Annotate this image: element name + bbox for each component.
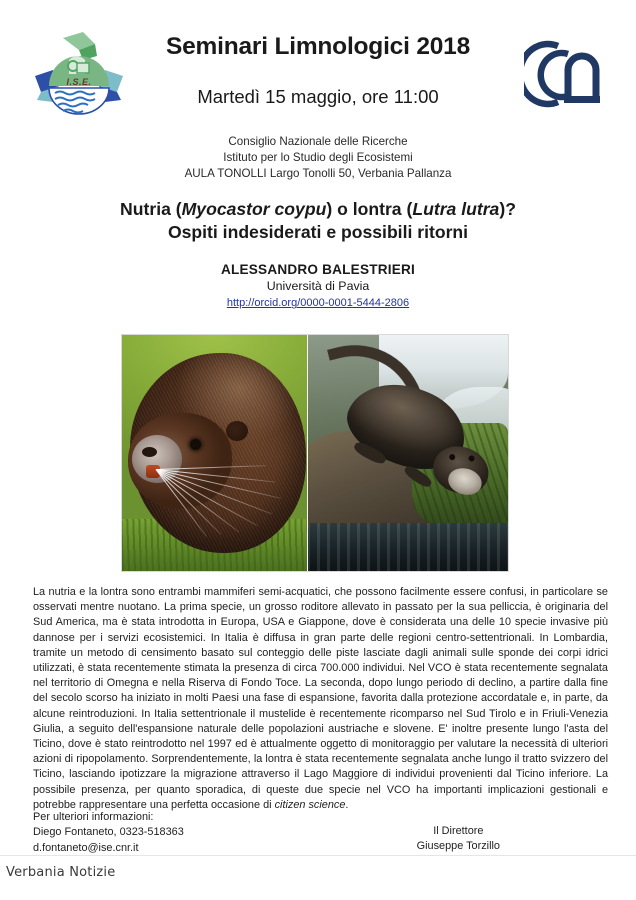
contact-name-phone: Diego Fontaneto, 0323-518363 <box>33 826 184 839</box>
ise-logo-label: I.S.E. <box>66 77 92 87</box>
seminar-date: Martedì 15 maggio, ore 11:00 <box>197 85 439 107</box>
cnr-logo <box>524 36 608 112</box>
director-name: Giuseppe Torzillo <box>416 840 500 853</box>
venue-line-institute: Istituto per lo Studio degli Ecosistemi <box>223 150 413 164</box>
talk-subtitle: Ospiti indesiderati e possibili ritorni <box>167 222 469 243</box>
abstract-body: La nutria e la lontra sono entrambi mammiferi semi-acquatici, che possono facilmente essere confusi, in particolare se osservati mentre nuotano. La prima specie, un grosso roditore allevato in passato per la sua pelliccia, è originaria del Sud America, ma è stata introdotta in Europa, USA e Giappone, dove è considerata una delle 10 specie invasive più dannose per i servizi ecosistemici. In Italia è diffusa in gran parte delle regioni centro-settentrionali. In Lombardia, tramite un metodo di censimento basato sul conteggio delle piste lasciate dagli animali sulle sponde dei corpi idrici utilizzati, è stata recentemente stimata la presenza di circa 700.000 individui. Nel VCO è stata recentemente segnalata nel territorio di Omegna e nella Riserva di Fondo Toce. La seconda, dopo lungo periodo di declino, a partire dalla fine del secolo scorso ha iniziato in molti Paesi una fase di espansione, favorita dalla protezione accordatale e, in parte, da alcune reintroduzioni. In Italia settentrionale il mustelide è recentemente ricomparso nel Sud Tirolo e in Friuli-Venezia Giulia, a seguito dell'espansione naturale delle popolazioni austriache e slovene. E' inoltre presente lungo l'asta del Ticino, dove è stato reintrodotto nel 1997 ed è attualmente oggetto di monitoraggio per valutare la necessità di ulteriori azioni di ripopolamento. Sorprendentemente, la lontra è stata recentemente segnalata anche lungo il tratto svizzero del Ticino, lasciando ipotizzare la migrazione attraverso il Lago Maggiore di individui provenienti dal Ticino inferiore. La possibile presenza, per quanto sporadica, di queste due specie nel VCO ha importanti implicazioni gestionali e potrebbe rappresentare una perfetta occasione di <box>33 586 608 811</box>
talk-block <box>0 198 636 311</box>
speaker-affiliation: Università di Pavia <box>266 279 370 294</box>
otter-photo <box>307 335 508 571</box>
nutria-head <box>128 413 232 509</box>
header-center-block <box>120 0 516 107</box>
nutria-ear <box>226 421 248 441</box>
otter-eye-right <box>468 455 475 462</box>
nutria-photo <box>122 335 307 571</box>
photo-divider <box>307 335 308 571</box>
source-watermark: Verbania Notizie <box>6 865 116 880</box>
seminar-title: Seminari Limnologici 2018 <box>165 33 471 60</box>
talk-title-mid: ) o lontra ( <box>326 199 413 219</box>
venue-block <box>0 134 636 182</box>
orcid-link[interactable]: http://orcid.org/0000-0001-5444-2806 <box>226 297 410 310</box>
otter-eye-left <box>449 453 456 460</box>
otter-water <box>307 523 508 571</box>
venue-line-address: AULA TONOLLI Largo Tonolli 50, Verbania Pallanza <box>184 166 452 180</box>
nutria-nose <box>142 447 157 457</box>
nutria-eye <box>190 439 201 450</box>
photo-strip <box>122 335 508 571</box>
director-label: Il Direttore <box>433 825 484 837</box>
poster-footer <box>33 810 608 856</box>
nutria-incisor <box>146 465 160 478</box>
talk-title-post: )? <box>499 199 516 219</box>
species-lutra-lutra: Lutra lutra <box>412 199 500 219</box>
talk-title <box>0 198 636 244</box>
director-block <box>417 810 608 856</box>
speaker-name: ALESSANDRO BALESTRIERI <box>221 262 415 278</box>
footer-divider <box>0 855 636 856</box>
poster-header <box>0 0 636 190</box>
venue-line-institution: Consiglio Nazionale delle Ricerche <box>228 135 408 148</box>
species-myocastor-coypu: Myocastor coypu <box>181 199 327 219</box>
contact-email[interactable]: d.fontaneto@ise.cnr.it <box>33 841 139 854</box>
ise-logo <box>33 30 125 126</box>
talk-title-pre: Nutria ( <box>120 199 182 219</box>
abstract-text <box>33 585 608 813</box>
abstract-end: . <box>345 798 349 811</box>
nutria-snout <box>132 435 182 483</box>
contact-block <box>33 810 184 856</box>
contact-info-label: Per ulteriori informazioni: <box>33 811 154 823</box>
abstract-citizen-science: citizen science <box>274 798 346 811</box>
